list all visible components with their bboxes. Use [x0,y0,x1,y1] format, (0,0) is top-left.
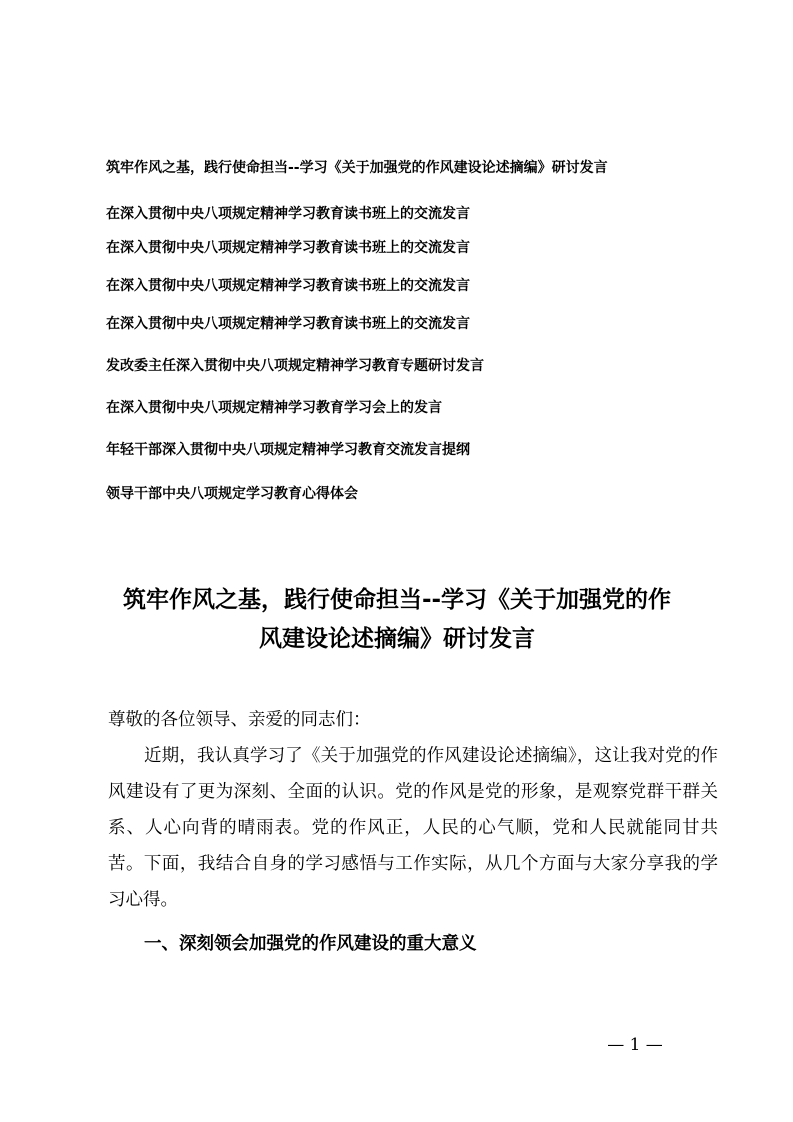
page-number: — 1 — [607,1035,663,1055]
salutation: 尊敬的各位领导、亲爱的同志们： [108,710,371,730]
body-paragraph: 近期，我认真学习了《关于加强党的作风建设论述摘编》，这让我对党的作风建设有了更为深刻、全面的认识。党的作风是党的形象，是观察党群干群关系、人心向背的晴雨表。党的作风正，人民的心气顺，党和人民就能同甘共苦。下面，我结合自身的学习感悟与工作实际，从几个方面与大家分享我的学习心得。 [108,746,718,910]
toc-item: 在深入贯彻中央八项规定精神学习教育读书班上的交流发言 [106,278,470,294]
document-title-line-1: 筑牢作风之基，践行使命担当--学习《关于加强党的作 [122,587,672,613]
toc-item: 年轻干部深入贯彻中央八项规定精神学习教育交流发言提纲 [106,442,470,458]
document-title-line-2: 风建设论述摘编》研讨发言 [259,626,535,652]
toc-item: 领导干部中央八项规定学习教育心得体会 [106,486,358,502]
toc-item: 在深入贯彻中央八项规定精神学习教育学习会上的发言 [106,400,442,416]
toc-item: 在深入贯彻中央八项规定精神学习教育读书班上的交流发言 [106,206,470,222]
toc-item: 在深入贯彻中央八项规定精神学习教育读书班上的交流发言 [106,240,470,256]
section-heading: 一、深刻领会加强党的作风建设的重大意义 [144,934,477,954]
toc-item: 发改委主任深入贯彻中央八项规定精神学习教育专题研讨发言 [106,358,484,374]
toc-item: 筑牢作风之基，践行使命担当--学习《关于加强党的作风建设论述摘编》研讨发言 [106,160,608,176]
toc-item: 在深入贯彻中央八项规定精神学习教育读书班上的交流发言 [106,316,470,332]
